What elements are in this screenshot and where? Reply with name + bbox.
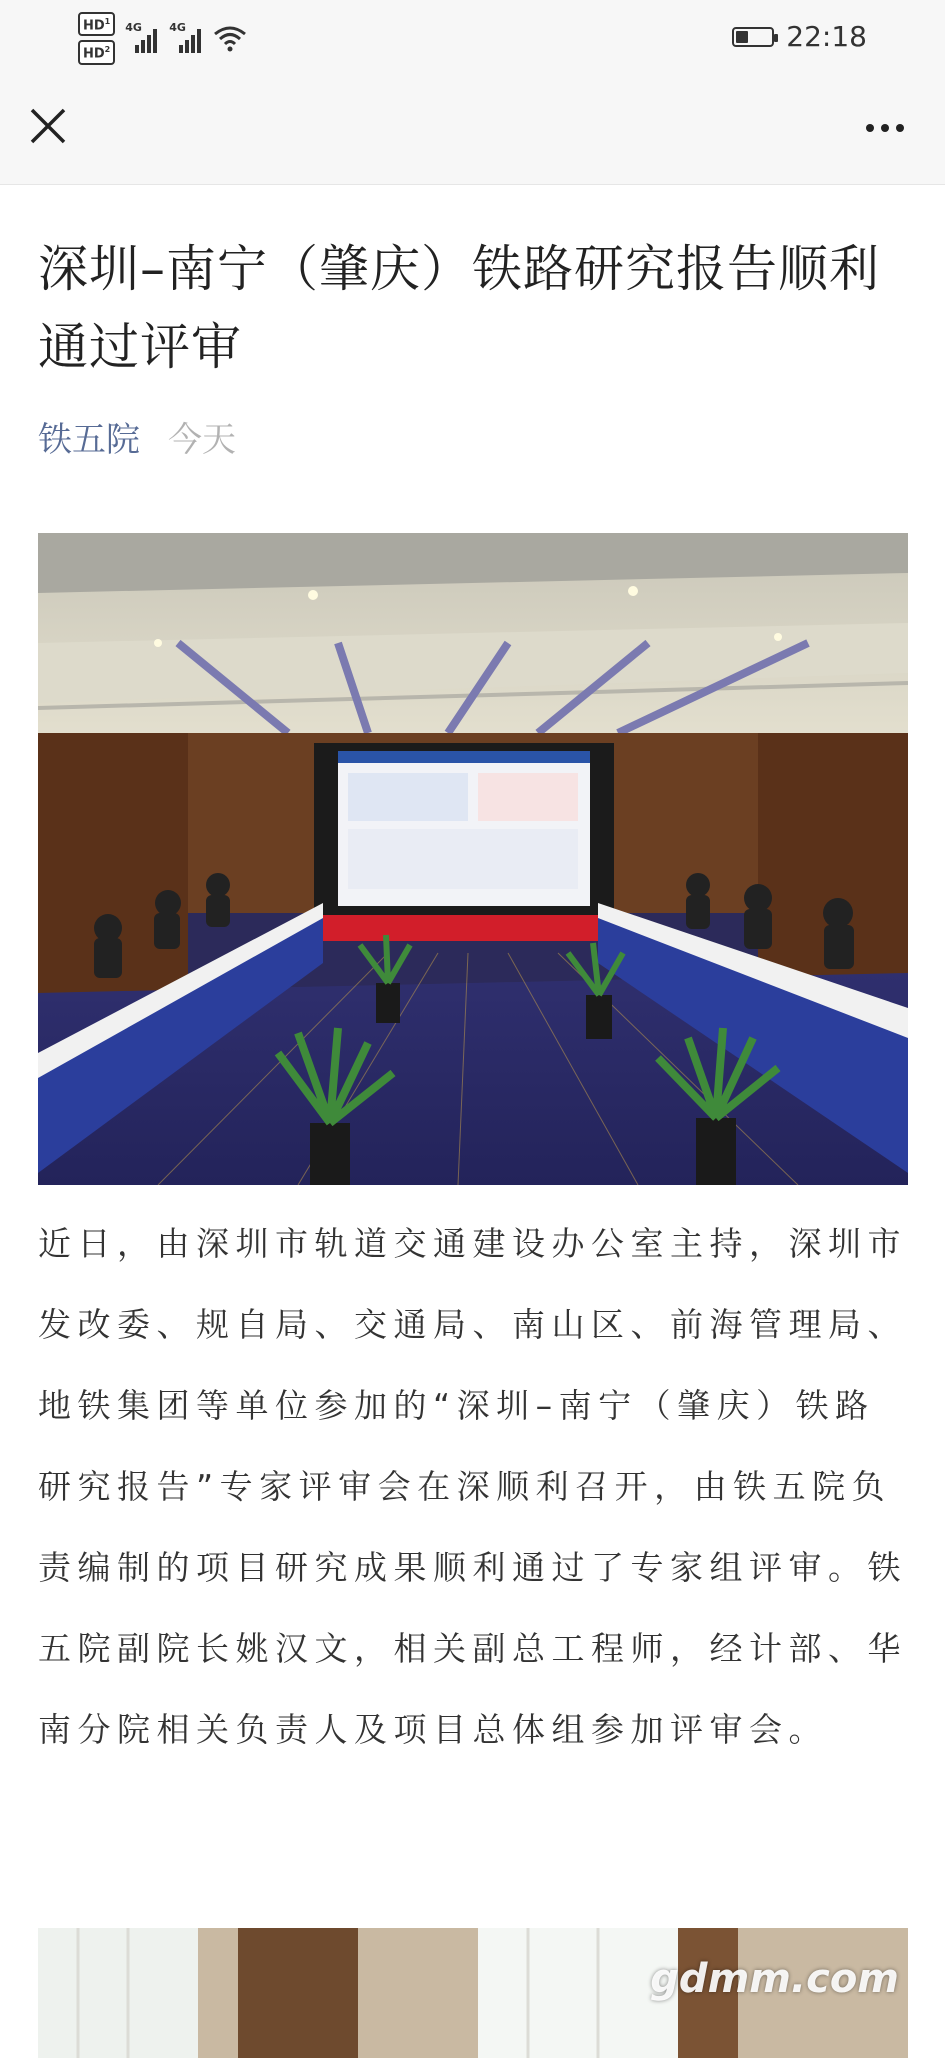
clock: 22:18 (786, 20, 867, 53)
status-bar-left (78, 12, 247, 65)
sim2-hd-badge: $HD^2$ (78, 40, 115, 64)
more-button[interactable] (855, 102, 915, 154)
publish-date: 今天 (168, 420, 236, 460)
signal-2-icon (169, 23, 203, 53)
signal-1-icon (125, 23, 159, 53)
close-button[interactable] (24, 102, 76, 154)
article-meta (38, 412, 908, 461)
author-link[interactable]: 铁五院 (38, 420, 140, 460)
article-body: 近日，由深圳市轨道交通建设办公室主持，深圳市发改委、规自局、交通局、南山区、前海管理局、地铁集团等单位参加的“深圳–南宁（肇庆）铁路研究报告”专家评审会在深顺利召开，由铁五院负责编制的项目研究成果顺利通过了专家组评审。铁五院副院长姚汉文，相关副总工程师，经计部、华南分院相关负责人及项目总体组参加评审会。 (38, 1224, 907, 1749)
nav-bar (0, 72, 945, 185)
battery-icon (732, 27, 774, 47)
sim-indicators (78, 12, 115, 65)
sim1-hd-badge: $HD^1$ (78, 12, 115, 36)
more-icon (866, 124, 904, 132)
network-1-label: 4G (125, 21, 142, 35)
wifi-icon (213, 24, 247, 52)
status-bar (0, 0, 945, 72)
battery-level (736, 31, 748, 43)
watermark: gdmm.com (650, 1956, 899, 2002)
meeting-room-image (38, 533, 908, 1185)
status-bar-right (732, 20, 867, 53)
article-header (38, 184, 908, 461)
meeting-photo[interactable] (38, 533, 908, 1185)
close-icon (24, 102, 76, 154)
article-title: 深圳–南宁（肇庆）铁路研究报告顺利通过评审 (38, 240, 880, 376)
network-2-label: 4G (169, 21, 186, 35)
